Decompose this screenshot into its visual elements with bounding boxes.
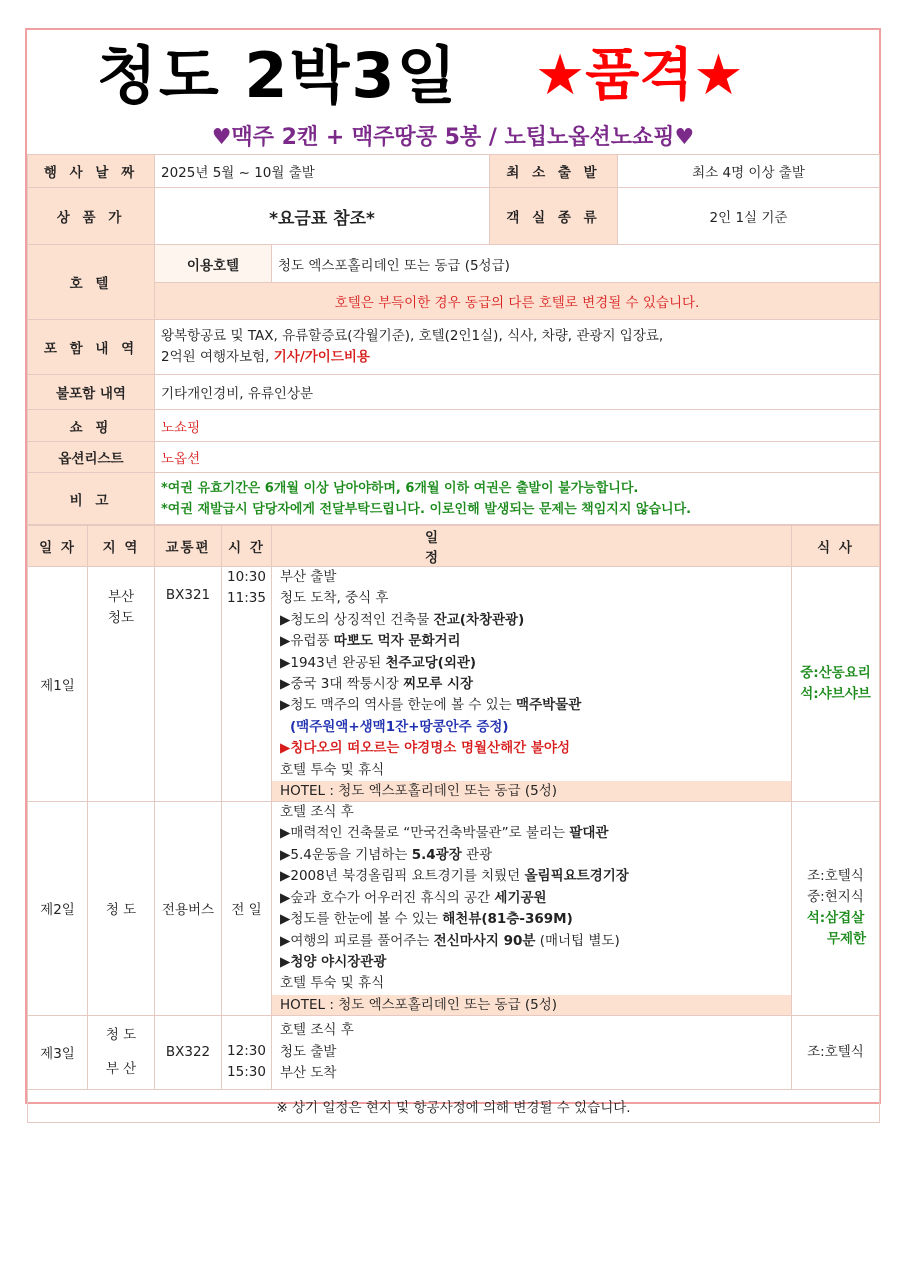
price-label: 상 품 가 <box>28 188 155 245</box>
item-highlight: 해천뷰(81층-369M) <box>442 911 573 928</box>
col-time: 시 간 <box>222 526 272 567</box>
day2-region: 청 도 <box>88 802 155 1016</box>
day3-time <box>222 1015 272 1089</box>
item-highlight: 팔대관 <box>569 825 609 842</box>
hotel-value: 청도 엑스포홀리데인 또는 동급 (5성급) <box>272 245 880 283</box>
list-item: 청도 도착, 중식 후 <box>280 590 389 607</box>
day2-time: 전 일 <box>222 802 272 1016</box>
include-label: 포 함 내 역 <box>28 320 155 375</box>
footer-note: ※ 상기 일정은 현지 및 항공사정에 의해 변경될 수 있습니다. <box>28 1089 880 1122</box>
day2-transport: 전용버스 <box>155 802 222 1016</box>
item-highlight: 따뽀도 먹자 문화거리 <box>333 633 461 650</box>
room-value: 2인 1실 기준 <box>618 188 880 245</box>
item-text: ▶1943년 완공된 <box>280 654 386 671</box>
item-highlight: 세기공원 <box>494 889 547 906</box>
day2-meal-dinner: 석:삼겹살 <box>806 910 865 927</box>
day1-transport: BX321 <box>155 567 222 802</box>
item-highlight: 천주교당(외관) <box>385 654 477 671</box>
day1-meal-lunch: 중:산동요리 <box>800 665 871 682</box>
day1-meal-dinner: 석:샤브샤브 <box>800 686 871 703</box>
list-item <box>280 653 791 674</box>
day1-hotel: HOTEL : 청도 엑스포홀리데인 또는 동급 (5성) <box>272 781 791 801</box>
item-text: 관광 <box>461 846 493 863</box>
item-text: (매너팁 별도) <box>535 932 620 949</box>
exclude-label: 불포함 내역 <box>28 375 155 410</box>
item-text: ▶청도의 상징적인 건축물 <box>280 611 434 628</box>
item-highlight: 잔교(차창관광) <box>433 611 525 628</box>
item-highlight: 찌모루 시장 <box>403 676 474 693</box>
list-item: 호텔 조식 후 <box>280 804 354 821</box>
date-label: 행 사 날 짜 <box>28 155 155 188</box>
item-text: ▶여행의 피로를 풀어주는 <box>280 932 434 949</box>
list-item: 호텔 투숙 및 휴식 <box>280 761 385 778</box>
day1-row <box>28 567 880 802</box>
hotel-sub-label: 이용호텔 <box>155 245 272 283</box>
include-line2 <box>161 347 873 368</box>
list-item: 호텔 투숙 및 휴식 <box>280 975 385 992</box>
day2-label: 제2일 <box>28 802 88 1016</box>
day1-label: 제1일 <box>28 567 88 802</box>
day3-time-arrive: 15:30 <box>227 1064 266 1081</box>
day3-itinerary <box>272 1015 792 1089</box>
subtitle: ♥맥주 2캔 + 맥주땅콩 5봉 / 노팁노옵션노쇼핑♥ <box>211 125 695 150</box>
day1-time <box>222 567 272 802</box>
title-row <box>27 30 879 122</box>
item-text: ▶5.4운동을 기념하는 <box>280 846 412 863</box>
col-region: 지 역 <box>88 526 155 567</box>
title-accent: ★품격★ <box>535 43 744 108</box>
day2-hotel: HOTEL : 청도 엑스포홀리데인 또는 동급 (5성) <box>272 995 791 1015</box>
list-item: 부산 출발 <box>280 569 337 585</box>
list-item <box>280 866 791 887</box>
room-label: 객 실 종 류 <box>490 188 618 245</box>
list-item <box>280 888 791 909</box>
shop-value: 노쇼핑 <box>155 410 880 442</box>
day1-time-arrive: 11:35 <box>227 590 266 606</box>
item-highlight: 5.4광장 <box>411 846 462 863</box>
day3-row <box>28 1015 880 1089</box>
col-transport: 교통편 <box>155 526 222 567</box>
day3-time-depart: 12:30 <box>227 1043 266 1060</box>
day1-meal <box>792 567 880 802</box>
item-text: ▶청도 맥주의 역사를 한눈에 볼 수 있는 <box>280 697 517 714</box>
day2-items <box>272 802 791 995</box>
col-schedule: 일 정 <box>272 526 792 567</box>
list-item <box>280 909 791 930</box>
item-text: ▶숲과 호수가 어우러진 휴식의 공간 <box>280 889 495 906</box>
list-item <box>280 631 791 652</box>
price-value: *요금표 참조* <box>155 188 490 245</box>
list-item: (맥주원액+생맥1잔+땅콩안주 증정) <box>290 718 509 735</box>
note-value <box>155 473 880 525</box>
day1-region-depart: 부산 <box>107 589 135 605</box>
day3-items <box>272 1020 791 1084</box>
day1-region-arrive: 청도 <box>107 610 135 626</box>
day2-meal-lunch: 중:현지식 <box>807 889 864 906</box>
page-title: 청도 2박3일 <box>97 39 459 112</box>
include-value <box>155 320 880 375</box>
day3-transport: BX322 <box>155 1015 222 1089</box>
day2-row <box>28 802 880 1016</box>
hotel-note: 호텔은 부득이한 경우 동급의 다른 호텔로 변경될 수 있습니다. <box>155 283 880 320</box>
list-item: 부산 도착 <box>280 1064 337 1081</box>
hotel-label: 호 텔 <box>28 245 155 320</box>
min-label: 최 소 출 발 <box>490 155 618 188</box>
itinerary-document <box>25 28 881 1116</box>
list-item <box>280 674 791 695</box>
day3-region-depart: 청 도 <box>105 1027 137 1044</box>
date-value: 2025년 5월 ~ 10월 출발 <box>155 155 490 188</box>
exclude-value: 기타개인경비, 유류인상분 <box>155 375 880 410</box>
day2-meal <box>792 802 880 1016</box>
day3-region-arrive: 부 산 <box>105 1061 137 1078</box>
list-item: 호텔 조식 후 <box>280 1022 354 1039</box>
list-item <box>280 695 791 716</box>
include-highlight: 기사/가이드비용 <box>273 349 370 365</box>
col-day: 일 자 <box>28 526 88 567</box>
day2-itinerary <box>272 802 792 1016</box>
item-highlight: 맥주박물관 <box>516 697 582 714</box>
day3-meal: 조:호텔식 <box>792 1015 880 1089</box>
info-table <box>27 154 880 525</box>
list-item <box>280 823 791 844</box>
list-item <box>280 931 791 952</box>
item-text: ▶유럽풍 <box>280 633 334 650</box>
note-line1: *여권 유효기간은 6개월 이상 남아야하며, 6개월 이하 여권은 출발이 불가능합니다. <box>161 480 639 496</box>
item-highlight: 전신마사지 90분 <box>433 932 536 949</box>
min-value: 최소 4명 이상 출발 <box>618 155 880 188</box>
item-text: ▶매력적인 건축물로 “만국건축박물관”로 불리는 <box>280 825 570 842</box>
note-label: 비 고 <box>28 473 155 525</box>
day1-itinerary <box>272 567 792 802</box>
item-text: ▶청도를 한눈에 볼 수 있는 <box>280 911 443 928</box>
day3-region <box>88 1015 155 1089</box>
list-item: ▶청양 야시장관광 <box>280 953 387 970</box>
item-text: ▶중국 3대 짝퉁시장 <box>280 676 404 693</box>
day3-label: 제3일 <box>28 1015 88 1089</box>
day2-meal-dinner-note: 무제한 <box>826 931 867 948</box>
list-item <box>280 845 791 866</box>
include-line1: 왕복항공료 및 TAX, 유류할증료(각월기준), 호텔(2인1실), 식사, 차량, 관광지 입장료, <box>161 328 664 344</box>
day2-meal-breakfast: 조:호텔식 <box>807 868 864 885</box>
schedule-table <box>27 525 880 1123</box>
item-highlight: 올림픽요트경기장 <box>524 868 629 885</box>
option-label: 옵션리스트 <box>28 442 155 473</box>
include-text: 2억원 여행자보험, <box>161 349 274 365</box>
day1-time-depart: 10:30 <box>227 569 266 585</box>
day1-items <box>272 567 791 781</box>
option-value: 노옵션 <box>155 442 880 473</box>
list-item <box>280 610 791 631</box>
col-meal: 식 사 <box>792 526 880 567</box>
list-item: 청도 출발 <box>280 1043 337 1060</box>
item-text: ▶2008년 북경올림픽 요트경기를 치뤘던 <box>280 868 525 885</box>
shop-label: 쇼 핑 <box>28 410 155 442</box>
day1-region <box>88 567 155 802</box>
note-line2: *여권 재발급시 담당자에게 전달부탁드립니다. 이로인해 발생되는 문제는 책임지지 않습니다. <box>161 501 692 517</box>
list-item: ▶칭다오의 떠오르는 야경명소 명월산해간 불야성 <box>280 740 571 757</box>
